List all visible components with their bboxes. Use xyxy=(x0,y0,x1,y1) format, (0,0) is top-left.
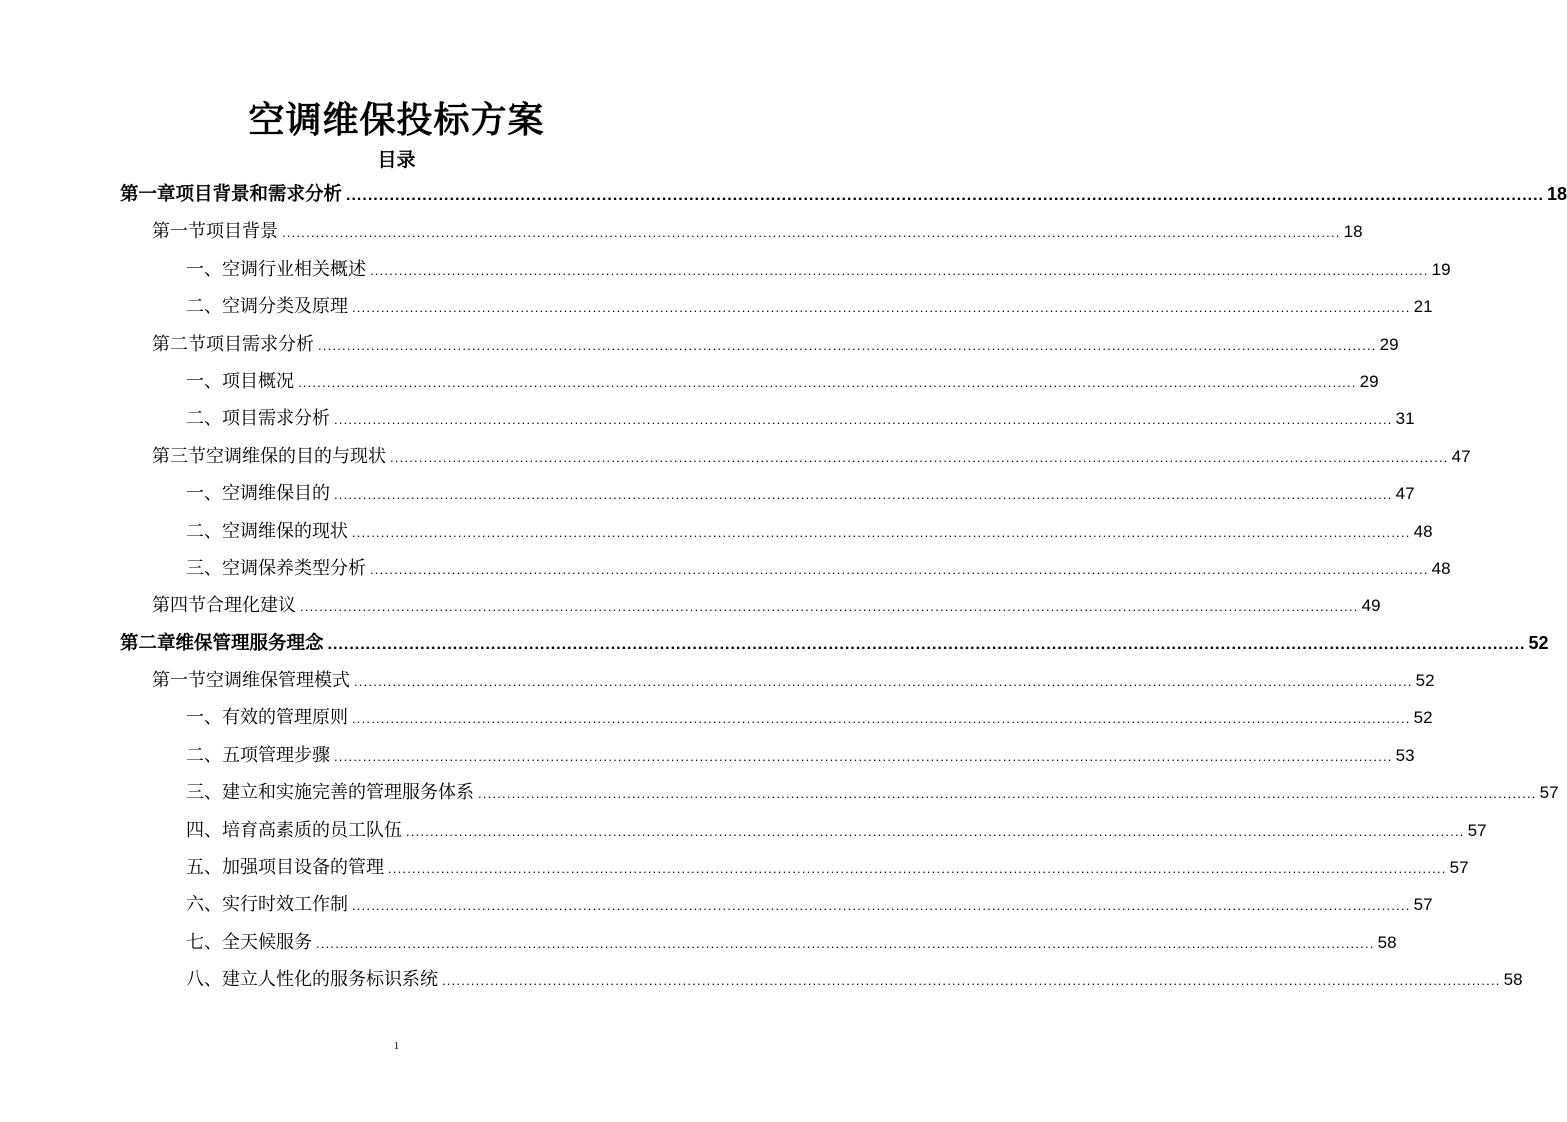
toc-entry-number: 三、 xyxy=(186,782,222,804)
toc-entry-number: 二、 xyxy=(186,520,222,542)
toc-leader-dots: ............................................................................................................................................................................................................................ xyxy=(282,225,1341,241)
toc-leader-dots: ............................................................................................................................................................................................................................ xyxy=(300,599,1359,615)
toc-entry[interactable] xyxy=(120,625,1549,662)
toc-entry-number: 五、 xyxy=(186,857,222,879)
toc-entry-page: 21 xyxy=(1413,297,1433,317)
toc-entry-number: 第一章 xyxy=(120,184,176,205)
toc-entry-page: 18 xyxy=(1547,184,1567,204)
toc-leader-dots: ............................................................................................................................................................................................................................ xyxy=(390,449,1449,465)
toc-entry-number: 一、 xyxy=(186,258,222,280)
toc-entry-number: 二、 xyxy=(186,296,222,318)
toc-entry[interactable] xyxy=(120,513,1433,550)
toc-entry-page: 18 xyxy=(1343,222,1363,242)
toc-entry-text: 空调维保的目的与现状 xyxy=(206,445,386,467)
toc-leader-dots: ............................................................................................................................................................................................................................ xyxy=(334,748,1393,764)
toc-entry-text: 培育高素质的员工队伍 xyxy=(222,819,402,841)
toc-entry-page: 58 xyxy=(1503,970,1523,990)
toc-entry-number: 一、 xyxy=(186,483,222,505)
toc-entry-number: 八、 xyxy=(186,969,222,991)
toc-entry-page: 57 xyxy=(1467,820,1487,840)
toc-leader-dots: ............................................................................................................................................................................................................................ xyxy=(352,711,1411,727)
toc-entry-page: 29 xyxy=(1379,334,1399,354)
toc-entry[interactable] xyxy=(120,737,1415,774)
toc-entry-page: 19 xyxy=(1431,259,1451,279)
toc-entry-number: 二、 xyxy=(186,744,222,766)
toc-entry[interactable] xyxy=(120,924,1397,961)
toc-entry-page: 47 xyxy=(1395,484,1415,504)
table-of-contents xyxy=(120,176,1567,999)
toc-entry-page: 52 xyxy=(1415,671,1435,691)
toc-entry[interactable] xyxy=(120,587,1381,624)
toc-entry[interactable] xyxy=(120,886,1433,923)
toc-leader-dots: ............................................................................................................................................................................................................................ xyxy=(406,823,1465,839)
toc-entry-text: 维保管理服务理念 xyxy=(175,632,324,654)
toc-entry[interactable] xyxy=(120,213,1363,250)
toc-leader-dots: ............................................................................................................................................................................................................................ xyxy=(478,786,1537,802)
toc-entry[interactable] xyxy=(120,251,1451,288)
toc-entry-number: 第三节 xyxy=(152,445,206,467)
toc-entry[interactable] xyxy=(120,363,1379,400)
toc-leader-dots: ............................................................................................................................................................................................................................ xyxy=(352,300,1411,316)
toc-entry-page: 53 xyxy=(1395,745,1415,765)
toc-entry[interactable] xyxy=(120,699,1433,736)
toc-entry-text: 建立和实施完善的管理服务体系 xyxy=(222,782,474,804)
toc-entry-text: 全天候服务 xyxy=(222,931,312,953)
toc-entry-number: 七、 xyxy=(186,931,222,953)
toc-leader-dots: ............................................................................................................................................................................................................................ xyxy=(327,635,1526,653)
toc-entry[interactable] xyxy=(120,176,1567,213)
toc-entry-page: 31 xyxy=(1395,409,1415,429)
toc-leader-dots: ............................................................................................................................................................................................................................ xyxy=(346,187,1544,204)
toc-leader-dots: ............................................................................................................................................................................................................................ xyxy=(354,674,1413,690)
toc-leader-dots: ............................................................................................................................................................................................................................ xyxy=(316,935,1375,951)
toc-entry-text: 加强项目设备的管理 xyxy=(222,857,384,879)
toc-entry[interactable] xyxy=(120,288,1433,325)
toc-entry-page: 58 xyxy=(1377,932,1397,952)
toc-entry[interactable] xyxy=(120,812,1487,849)
toc-entry-text: 空调保养类型分析 xyxy=(222,557,366,579)
toc-entry-page: 29 xyxy=(1359,371,1379,391)
toc-entry-page: 49 xyxy=(1361,596,1381,616)
toc-entry-text: 建立人性化的服务标识系统 xyxy=(222,969,438,991)
toc-entry[interactable] xyxy=(120,662,1435,699)
toc-entry-text: 项目需求分析 xyxy=(206,333,314,355)
toc-entry-page: 48 xyxy=(1431,558,1451,578)
toc-entry-number: 第一节 xyxy=(152,670,206,692)
toc-entry-page: 47 xyxy=(1451,446,1471,466)
toc-entry-text: 项目背景和需求分析 xyxy=(175,184,343,205)
toc-entry-text: 合理化建议 xyxy=(206,595,296,617)
toc-entry-number: 一、 xyxy=(186,370,222,392)
toc-entry-number: 六、 xyxy=(186,894,222,916)
toc-entry[interactable] xyxy=(120,475,1415,512)
toc-entry-text: 项目背景 xyxy=(206,221,278,243)
toc-entry[interactable] xyxy=(120,961,1523,998)
toc-entry-page: 52 xyxy=(1528,632,1549,653)
toc-entry-number: 三、 xyxy=(186,557,222,579)
toc-entry[interactable] xyxy=(120,774,1559,811)
toc-entry-text: 空调分类及原理 xyxy=(222,296,348,318)
toc-entry-page: 57 xyxy=(1413,895,1433,915)
toc-leader-dots: ............................................................................................................................................................................................................................ xyxy=(442,973,1501,989)
toc-leader-dots: ............................................................................................................................................................................................................................ xyxy=(370,561,1429,577)
toc-entry-text: 空调维保的现状 xyxy=(222,520,348,542)
toc-heading: 目录 xyxy=(377,149,416,171)
toc-entry-text: 实行时效工作制 xyxy=(222,894,348,916)
toc-leader-dots: ............................................................................................................................................................................................................................ xyxy=(318,337,1377,353)
toc-entry-number: 第一节 xyxy=(152,221,206,243)
toc-entry[interactable] xyxy=(120,438,1471,475)
page-number: 1 xyxy=(393,1040,400,1052)
toc-entry-text: 五项管理步骤 xyxy=(222,744,330,766)
toc-entry-text: 空调行业相关概述 xyxy=(222,258,366,280)
toc-entry[interactable] xyxy=(120,326,1399,363)
toc-entry-text: 项目需求分析 xyxy=(222,408,330,430)
toc-leader-dots: ............................................................................................................................................................................................................................ xyxy=(352,898,1411,914)
toc-entry-number: 一、 xyxy=(186,707,222,729)
toc-entry-page: 57 xyxy=(1449,858,1469,878)
toc-entry-number: 第二章 xyxy=(120,632,176,654)
document-title: 空调维保投标方案 xyxy=(248,100,545,141)
toc-entry-text: 空调维保管理模式 xyxy=(206,670,350,692)
toc-entry-page: 57 xyxy=(1539,783,1559,803)
toc-leader-dots: ............................................................................................................................................................................................................................ xyxy=(388,861,1447,877)
toc-entry-text: 空调维保目的 xyxy=(222,483,330,505)
toc-leader-dots: ............................................................................................................................................................................................................................ xyxy=(352,524,1411,540)
toc-entry-number: 四、 xyxy=(186,819,222,841)
toc-leader-dots: ............................................................................................................................................................................................................................ xyxy=(334,487,1393,503)
toc-entry[interactable] xyxy=(120,400,1415,437)
toc-entry-page: 48 xyxy=(1413,521,1433,541)
toc-entry-page: 52 xyxy=(1413,708,1433,728)
toc-entry-number: 第四节 xyxy=(152,595,206,617)
toc-entry-text: 有效的管理原则 xyxy=(222,707,348,729)
toc-entry[interactable] xyxy=(120,550,1451,587)
toc-leader-dots: ............................................................................................................................................................................................................................ xyxy=(370,262,1429,278)
toc-entry[interactable] xyxy=(120,849,1469,886)
toc-entry-number: 二、 xyxy=(186,408,222,430)
toc-entry-text: 项目概况 xyxy=(222,370,294,392)
toc-leader-dots: ............................................................................................................................................................................................................................ xyxy=(334,412,1393,428)
toc-entry-number: 第二节 xyxy=(152,333,206,355)
toc-leader-dots: ............................................................................................................................................................................................................................ xyxy=(298,374,1357,390)
